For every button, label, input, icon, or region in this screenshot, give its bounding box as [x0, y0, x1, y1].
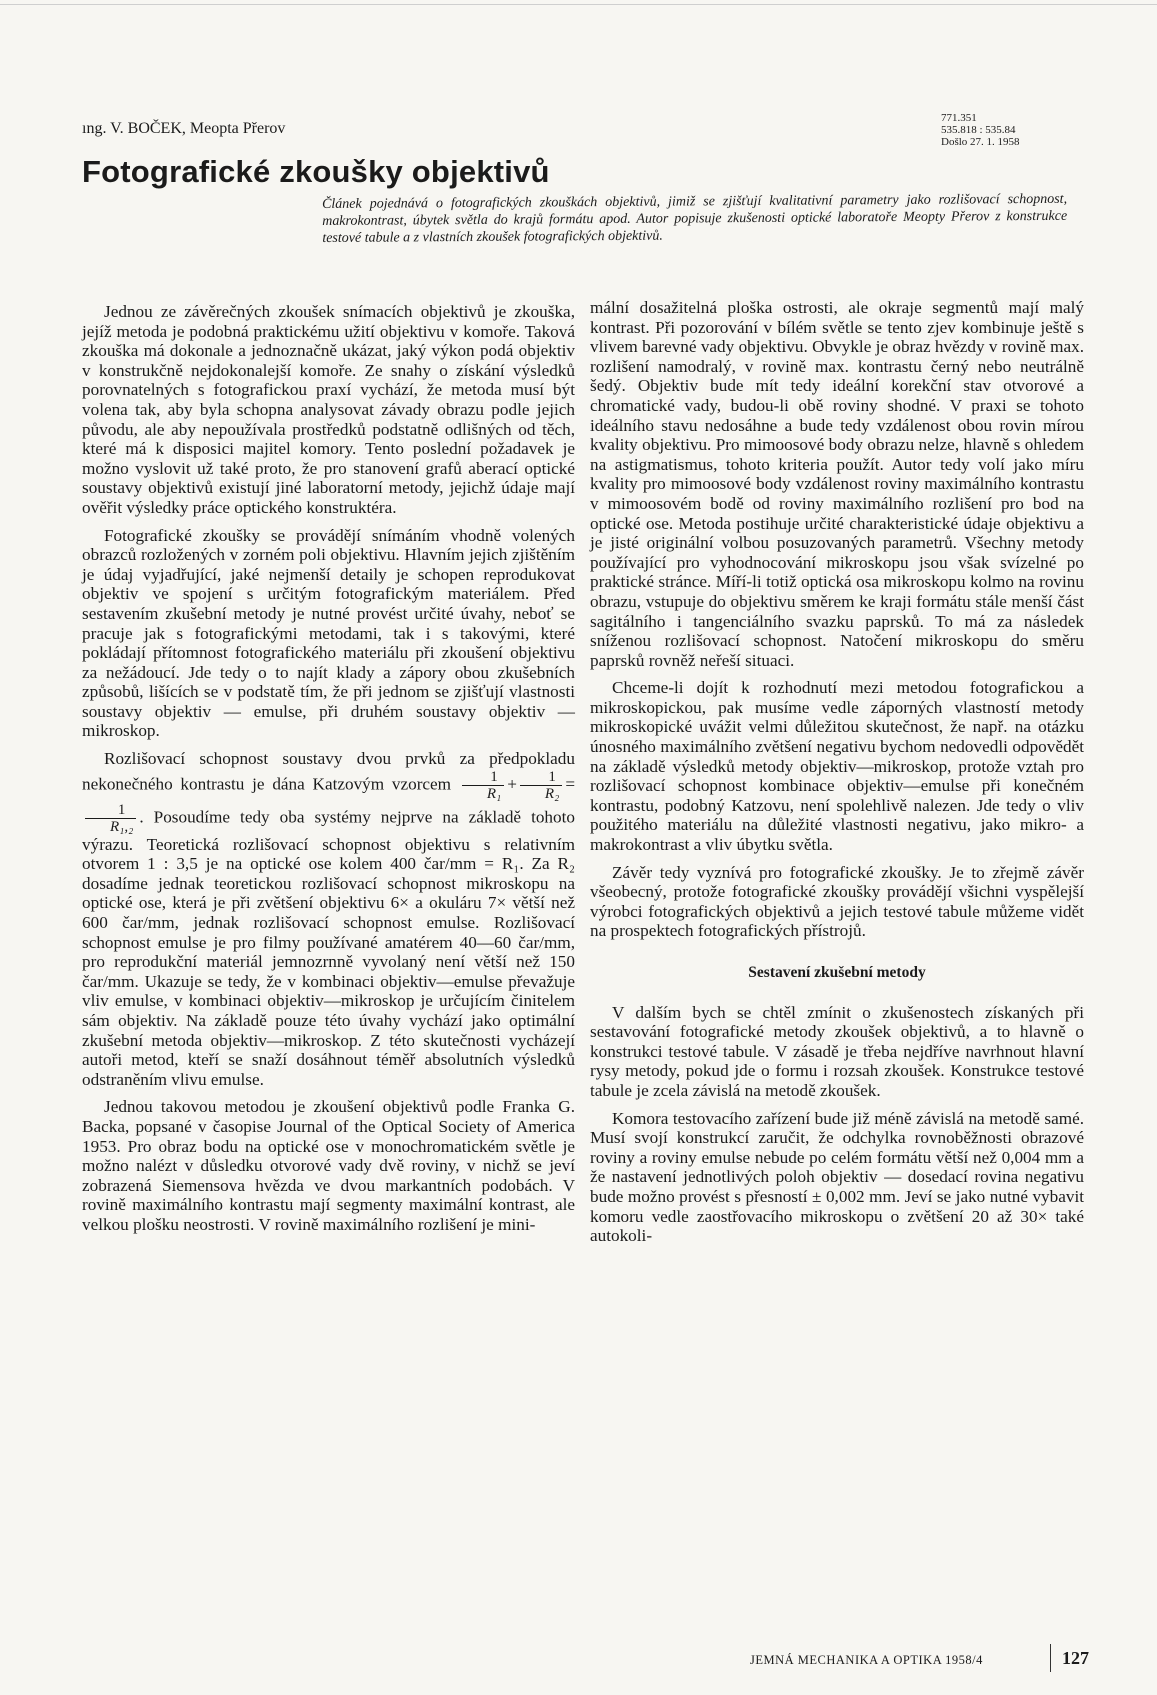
fraction-numerator: 1 [462, 769, 504, 786]
left-column [82, 302, 575, 1612]
paragraph-text: Rozlišovací schopnost soustavy dvou prvků za předpokladu nekonečného kontrastu je dána Katzovým vzorcem [82, 749, 575, 794]
formula-operator: = [565, 774, 576, 794]
article-title: Fotografické zkoušky objektivů [82, 154, 550, 189]
fraction-denominator: R₁ [486, 785, 502, 802]
paragraph: Komora testovacího zařízení bude již méně závislá na metodě samé. Musí svojí konstrukcí zaručit, že odchylka rovnoběžnosti obrazové roviny a roviny emulse nebude po celém formátu větší než 0,004 mm a že nastavení jednotlivých poloh objektiv — dosedací rovina negativu bude možno provést s přesností ± 0,002 mm. Jeví se jako nutné vybavit komoru vedle zaostřovacího mikroskopu o zvětšení 20 až 30× také autokoli- [590, 1108, 1084, 1246]
footer-divider [1050, 1644, 1051, 1672]
paragraph: Jednou ze závěrečných zkoušek snímacích objektivů je zkouška, jejíž metoda je podobná praktickému užití objektivu v komoře. Taková zkouška má dokonale a jednoznačně ukázat, jaký výkon podá objektiv v konstrukčně nejdokonalejší komoře. Ze snahy o získání výsledků porovnatelných s fotografickou praxí vychází, že metoda musí být volena tak, aby byla schopna analysovat závady obrazu podle jejich původu, ale aby nepoužívala prostředků podstatně odlišných od těch, které má k disposici majitel komory. Tento poslední požadavek je možno vyslovit už také proto, že pro stanovení grafů aberací optické soustavy objektivů existují jiné laboratorní metody, jejichž údaje mají ověřit výsledky práce optického konstruktéra. [82, 302, 575, 517]
section-heading: Sestavení zkušební metody [748, 964, 926, 981]
paragraph: V dalším bych se chtěl zmínit o zkušenostech získaných při sestavování fotografické metody zkoušek objektivů, a to hlavně o konstrukci testové tabule. V zásadě je třeba nejdříve navrhnout hlavní rysy metody, pokud jde o formu i rozsah zkoušek. Konstrukce testové tabule je zcela závislá na metodě zkoušek. [590, 1002, 1084, 1100]
paragraph-with-formula [82, 749, 575, 1089]
abstract: Článek pojednává o fotografických zkouškách objektivů, jimiž se zjišťují kvalitativní parametry jako rozlišovací schopnost, makrokontrast, úbytek světla do krajů formátu apod. Autor popisuje zkušenosti optické laboratoře Meopty Přerov z konstrukce testové tabule a z vlastních zkoušek fotografických objektivů. [322, 191, 1068, 246]
udc-code-2: 535.818 : 535.84 [941, 124, 1016, 136]
paragraph: Chceme-li dojít k rozhodnutí mezi metodou fotografickou a mikroskopickou, pak musíme vedle záporných vlastností metody mikroskopické uvážit velmi důležitou skutečnost, že např. na otázku únosného maximálního zvětšení negativu bychom nedovedli odpovědět na základě výsledků metody objektiv—mikroskop, protože vztah pro rozlišovací schopnost kombinace objektiv—emulse při konečném kontrastu, podobný Katzovu, není spolehlivě nalezen. Jde tedy o vliv použitého materiálu na důležité vlastnosti negativu, jako mikro- a makrokontrast a vliv úbytku světla. [590, 678, 1084, 855]
received-date: Došlo 27. 1. 1958 [941, 136, 1020, 148]
journal-name: JEMNÁ MECHANIKA A OPTIKA 1958/4 [750, 1653, 983, 1667]
paragraph: Jednou takovou metodou je zkoušení objektivů podle Franka G. Backa, popsané v časopise Journal of the Optical Society of America 1953. Pro obraz bodu na optické ose v monochromatickém světle je možno nalézt v důsledku otvorové vady dvě roviny, v nichž se jeví zobrazená Siemensova hvězda ve dvou markantních podobách. V rovině maximálního kontrastu mají segmenty maximální kontrast, ale velkou plošku neostrosti. V rovině maximálního rozlišení je mini- [82, 1097, 575, 1234]
right-column [590, 298, 1084, 1618]
fraction [520, 769, 562, 802]
fraction [462, 769, 504, 802]
fraction-denominator: R₁,₂ [110, 818, 134, 835]
top-rule [0, 4, 1157, 5]
formula-operator: + [507, 774, 517, 794]
udc-block [941, 112, 1020, 148]
fraction-numerator: 1 [520, 769, 562, 786]
fraction-numerator: 1 [85, 802, 136, 819]
fraction [85, 802, 136, 835]
fraction-denominator: R₂ [544, 785, 560, 802]
udc-code-1: 771.351 [941, 112, 977, 124]
paragraph: Závěr tedy vyznívá pro fotografické zkoušky. Je to zřejmě závěr všeobecný, protože fotografické zkoušky provádějí všichni vyspělejší výrobci fotografických objektivů a jejich testové tabule můžeme vidět na prospektech fotografických přístrojů. [590, 862, 1084, 941]
paragraph: Fotografické zkoušky se provádějí snímáním vhodně volených obrazců rozložených v zorném poli objektivu. Hlavním jejich zjištěním je údaj vyjadřující, jaké nejmenší detaily je schopen reprodukovat objektiv ve spojení s určitým fotografickým materiálem. Před sestavením zkušební metody je nutné provést určité úvahy, neboť se pracuje jak s fotografickými metodami, tak i s takovými, které pokládají přítomnost fotografického materiálu při zkoušení objektivu za nežádoucí. Jde tedy o to najít klady a zápory obou zkušebních způsobů, lišících se v podstatě tím, že při jednom se zjišťují vlastnosti soustavy objektiv — emulse, při druhém soustavy objektiv — mikroskop. [82, 525, 575, 741]
paragraph: mální dosažitelná ploška ostrosti, ale okraje segmentů mají malý kontrast. Při pozorování v bílém světle se tento zjev kombinuje ještě s vlivem barevné vady objektivu. Obvykle je obraz hvězdy v rovině max. rozlišení namodralý, v rovině max. kontrastu černý nebo neutrálně šedý. Objektiv bude mít tedy ideální korekční stav otvorové a chromatické vady, budou-li obě roviny shodné. V praxi se tohoto ideálního stavu nedosáhne a bude tedy vzdálenost obou rovin mírou kvality objektivu. Pro mimoosové body obrazu nelze, hlavně s ohledem na astigmatismus, tohoto kriteria použít. Autor tedy volí jako míru kvality pro mimoosové body vzdálenost roviny maximálního kontrastu v mimoosovém bodě od roviny maximálního rozlišení pro bod na optické ose. Metoda postihuje určité charakteristické údaje objektivu a je jisté originální volbou posuzovaných parametrů. Všechny metody používající pro vyhodnocování mikroskopu jsou však svízelné po praktické stránce. Míří-li totiž optická osa mikroskopu kolmo na rovinu obrazu, vstupuje do objektivu směrem ke kraji formátu stále menší část sagitálního i tangenciálního svazku paprsků. To má za následek sníženou rozlišovací schopnost. Natočení mikroskopu do směru paprsků rovněž neřeší situaci. [590, 298, 1084, 670]
paragraph-text: . Posoudíme tedy oba systémy nejprve na základě tohoto výrazu. Teoretická rozlišovací schopnost objektivu s relativním otvorem 1 : 3,5 je na optické ose kolem 400 čar/mm = R₁. Za R₂ dosadíme jednak teoretickou rozlišovací schopnost mikroskopu na optické ose, která je při zvětšení objektivu 6× a okuláru 7× větší než 600 čar/mm, jednak rozlišovací schopnost emulse. Rozlišovací schopnost emulse je pro filmy používané amatérem 40—60 čar/mm, pro reprodukční materiál jemnozrnně vyvolaný není větší než 150 čar/mm. Ukazuje se tedy, že v kombinaci objektiv—emulse převažuje vliv emulse, v kombinaci objektiv—mikroskop je určujícím činitelem sám objektiv. Na základě pouze této úvahy vychází jako optimální zkušební metoda objektiv—mikroskop. Z této skutečnosti vycházejí autoři metod, kteří se snaží dosáhnout téměř absolutních výsledků odstraněním vlivu emulse. [82, 807, 575, 1089]
page-number: 127 [1062, 1648, 1089, 1668]
author-line: ıng. V. BOČEK, Meopta Přerov [82, 120, 286, 137]
